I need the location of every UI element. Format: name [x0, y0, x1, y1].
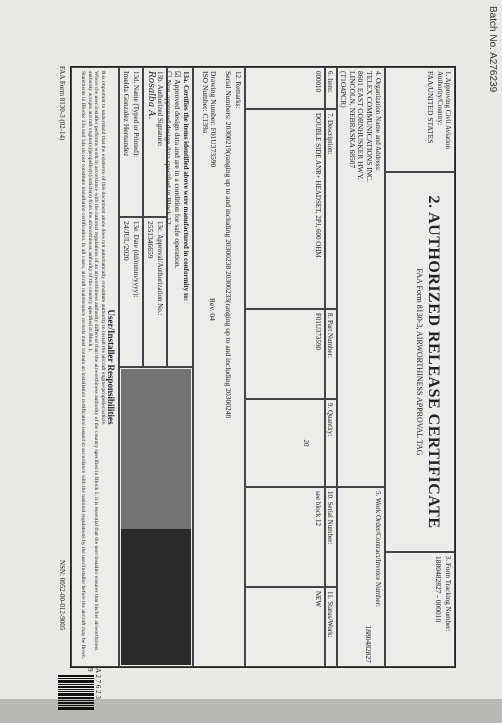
remarks-drawing: Drawing Number: F01U373590	[209, 71, 219, 168]
block-5-label: 5. Work Order/Contract/Invoice Number:	[374, 491, 382, 607]
installer-paragraph-1: It is important to understand that the existence of this document alone does not automatically constitute authority to install the aircraft engine/propeller/article.	[99, 71, 106, 426]
installer-title: User/Installer Responsibilities	[106, 309, 116, 425]
block-3-value: 1880482827 - 000010	[433, 556, 443, 623]
block-1-label: 1. Approving Civil Aviation Authority/Country:	[435, 71, 452, 150]
approval-label: 13c. Approval/Authorization No.:	[156, 221, 164, 316]
signature-label: 13b. Authorized Signature:	[156, 71, 164, 147]
checkbox-non-approved: ☐	[164, 71, 174, 78]
org-address-2: LINCOLN, NEBRASKA 68507	[347, 71, 357, 169]
block-3	[385, 552, 455, 667]
block-13a	[164, 67, 193, 367]
header-quantity: 9. Quantity:	[325, 399, 337, 487]
remarks-revision: Rev. 04	[208, 298, 217, 321]
block-3-label: 3. Form Tracking Number:	[444, 556, 452, 632]
nsn-number: NSN: 0052-00-012-9005	[58, 560, 66, 631]
header-status: 11. Status/Work:	[325, 587, 337, 667]
table-row-quantity: 20	[245, 399, 325, 487]
table-row-status: NEW	[245, 587, 325, 667]
cert-option-approved: Approved design data and are in a condition for safe operation.	[172, 79, 182, 269]
table-row-item: 000010	[245, 67, 325, 109]
installer-section	[71, 67, 119, 667]
redaction-left	[121, 369, 191, 529]
redaction-right	[121, 529, 191, 665]
block-12	[193, 67, 245, 667]
block-13c	[143, 217, 167, 367]
block-4	[337, 67, 385, 487]
batch-number: Batch No. A276239	[487, 6, 498, 93]
installer-paragraph-2: Where the user/installer performs work in accordance with the national regulations of an airworthiness authority different than the airworthiness authority of the country specified in Block 1, it is essential that the user/installer ensures that his/her airworthiness authority accepts aircraft engine(s)/propeller(s)/article(s) from the airworthiness authority of the country specified in Block 1.	[86, 71, 100, 651]
remarks-serials: Serial Numbers: 20300219(ranging up to and including 20300238 20300233(ranging up to and including 20300240	[223, 71, 233, 419]
block-1-value: FAA/UNITED STATES	[425, 71, 435, 144]
block-13d	[119, 67, 143, 217]
name-value: Imelda Gonzalez Hernandez	[121, 71, 131, 157]
table-row-description: DOUBLE SIDE ANR+ HEADSET, 2PJ, 600 OHM	[245, 109, 325, 309]
header-serial-number: 10. Serial Number:	[325, 487, 337, 587]
block-4-label: 4. Organization Name and Address:	[374, 71, 382, 171]
signature: Rosalba A.	[145, 71, 156, 120]
table-row-serial-number: see block 12	[245, 487, 325, 587]
approval-value: 2551346659	[145, 221, 155, 259]
org-name: TELEX COMMUNICATIONS INC.	[364, 71, 374, 183]
certificate-form	[70, 66, 456, 668]
remarks-label: 12. Remarks:	[234, 71, 242, 109]
block-13b	[143, 67, 167, 217]
block-1	[385, 67, 455, 172]
block-5-value: 1880482827	[363, 625, 373, 663]
org-address-1: 8601 EAST CORNHUSKER HWY.	[356, 71, 366, 180]
header-description: 7. Description:	[325, 109, 337, 309]
header-part-number: 8. Part Number:	[325, 309, 337, 399]
certificate-title: 2. AUTHORIZED RELEASE CERTIFICATE	[425, 195, 442, 529]
cert-13a-label: 13a. Certifies the items identified above were manufactured in conformity to:	[182, 71, 190, 302]
block-13e	[119, 217, 143, 367]
name-label: 13d. Name (Typed or Printed):	[132, 71, 140, 158]
header-item: 6. Item:	[325, 67, 337, 109]
barcode-text: A 2 7 6 2 3 9	[86, 668, 102, 699]
barcode	[58, 675, 94, 723]
date-value: 24/JUL/2020	[121, 221, 131, 261]
block-5	[337, 487, 385, 667]
org-code: (T1O4PCR)	[339, 71, 349, 108]
remarks-iso: ISO Number: C139a	[200, 71, 210, 134]
date-label: 13e. Date (dd/mmm/yyyy):	[132, 221, 140, 298]
block-2	[385, 172, 455, 552]
checkbox-approved: ☑	[172, 71, 182, 78]
installer-paragraph-3: Statements in Blocks 13a and 14a do not constitute installation certification. In all cases, aircraft maintenance records must contain an installation certification issued in accordance with the national regulations by the user/installer before the aircraft may be flown.	[80, 71, 87, 660]
table-row-part-number: F01U373590	[245, 309, 325, 399]
form-number: FAA Form 8130-3 (02-14)	[58, 66, 66, 141]
certificate-subtitle: FAA Form 8130-3, AIRWORTHINESS APPROVAL TAG	[414, 268, 424, 456]
cert-option-non-approved: Non-approved design data specified in Block 12.	[164, 79, 174, 227]
